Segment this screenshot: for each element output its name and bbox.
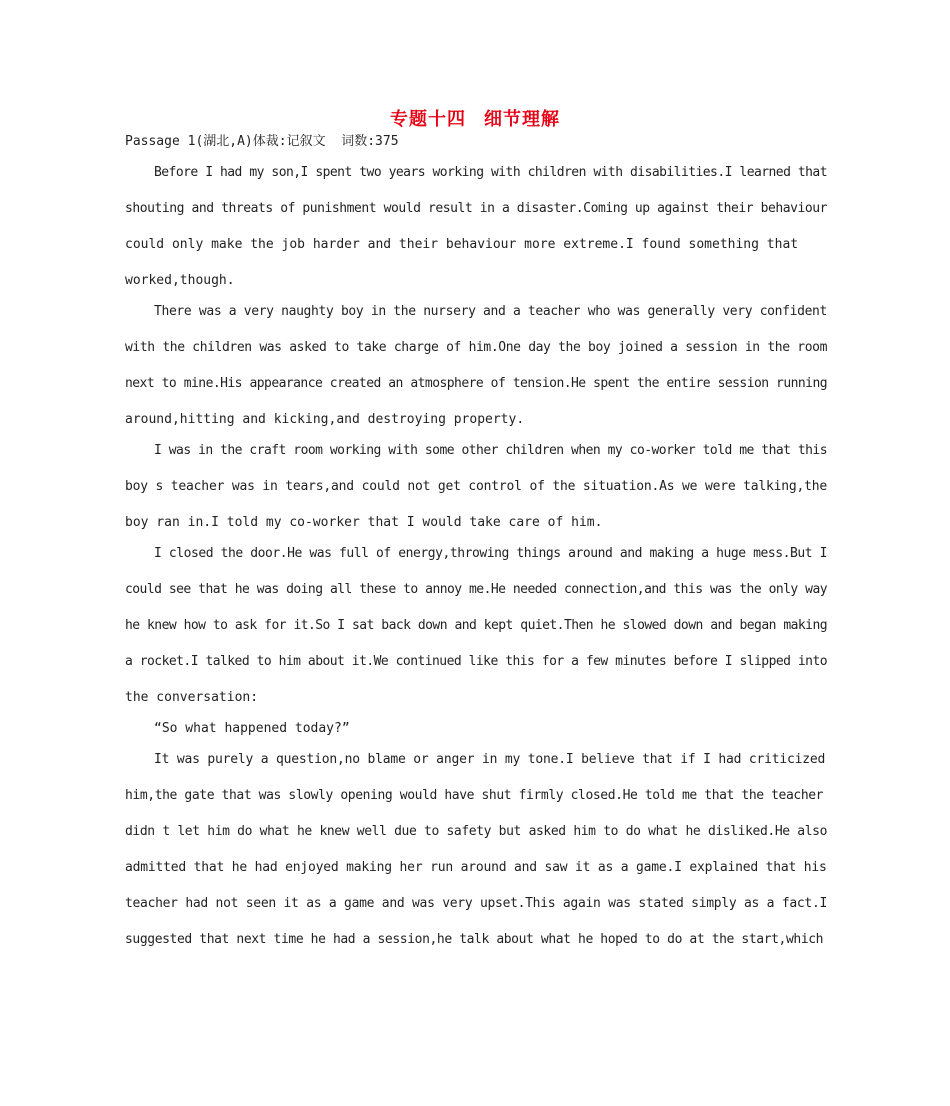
text-line: he knew how to ask for it.So I sat back down and kept quiet.Then he slowed down and began making [125, 618, 827, 633]
text-line: There was a very naughty boy in the nursery and a teacher who was generally very confident [154, 304, 827, 319]
text-line: I closed the door.He was full of energy,throwing things around and making a huge mess.But I [154, 546, 827, 561]
text-line: suggested that next time he had a session,he talk about what he hoped to do at the start,which [125, 932, 824, 947]
text-line: It was purely a question,no blame or anger in my tone.I believe that if I had criticized [154, 752, 826, 767]
text-line: “So what happened today?” [154, 721, 350, 736]
title-topic: 专题十四 [390, 109, 466, 130]
text-line: the conversation: [125, 690, 259, 705]
text-line: teacher had not seen it as a game and was very upset.This again was stated simply as a fact.I [125, 896, 827, 911]
title-subtopic: 细节理解 [484, 109, 560, 130]
text-line: boy s teacher was in tears,and could not get control of the situation.As we were talking,the [125, 479, 827, 494]
text-line: admitted that he had enjoyed making her run around and saw it as a game.I explained that his [125, 860, 827, 875]
text-line: a rocket.I talked to him about it.We continued like this for a few minutes before I slipped into [125, 654, 827, 669]
text-line: I was in the craft room working with some other children when my co-worker told me that this [154, 443, 827, 458]
passage-meta: Passage 1(湖北,A)体裁:记叙文 词数:375 [125, 134, 399, 149]
text-line: could see that he was doing all these to annoy me.He needed connection,and this was the only way [125, 582, 827, 597]
text-line: with the children was asked to take charge of him.One day the boy joined a session in the room [125, 340, 827, 355]
text-line: him,the gate that was slowly opening would have shut firmly closed.He told me that the teacher [125, 788, 824, 803]
text-line: next to mine.His appearance created an atmosphere of tension.He spent the entire session running [125, 376, 827, 391]
text-line: around,hitting and kicking,and destroying property. [125, 412, 525, 427]
text-line: worked,though. [125, 273, 235, 288]
text-line: didn t let him do what he knew well due to safety but asked him to do what he disliked.He also [125, 824, 827, 839]
text-line: boy ran in.I told my co-worker that I would take care of him. [125, 515, 603, 530]
text-line: Before I had my son,I spent two years working with children with disabilities.I learned that [154, 165, 827, 180]
page-title [0, 108, 950, 132]
text-line: shouting and threats of punishment would result in a disaster.Coming up against their behaviour [125, 201, 827, 216]
text-line: could only make the job harder and their behaviour more extreme.I found something that [125, 237, 799, 252]
